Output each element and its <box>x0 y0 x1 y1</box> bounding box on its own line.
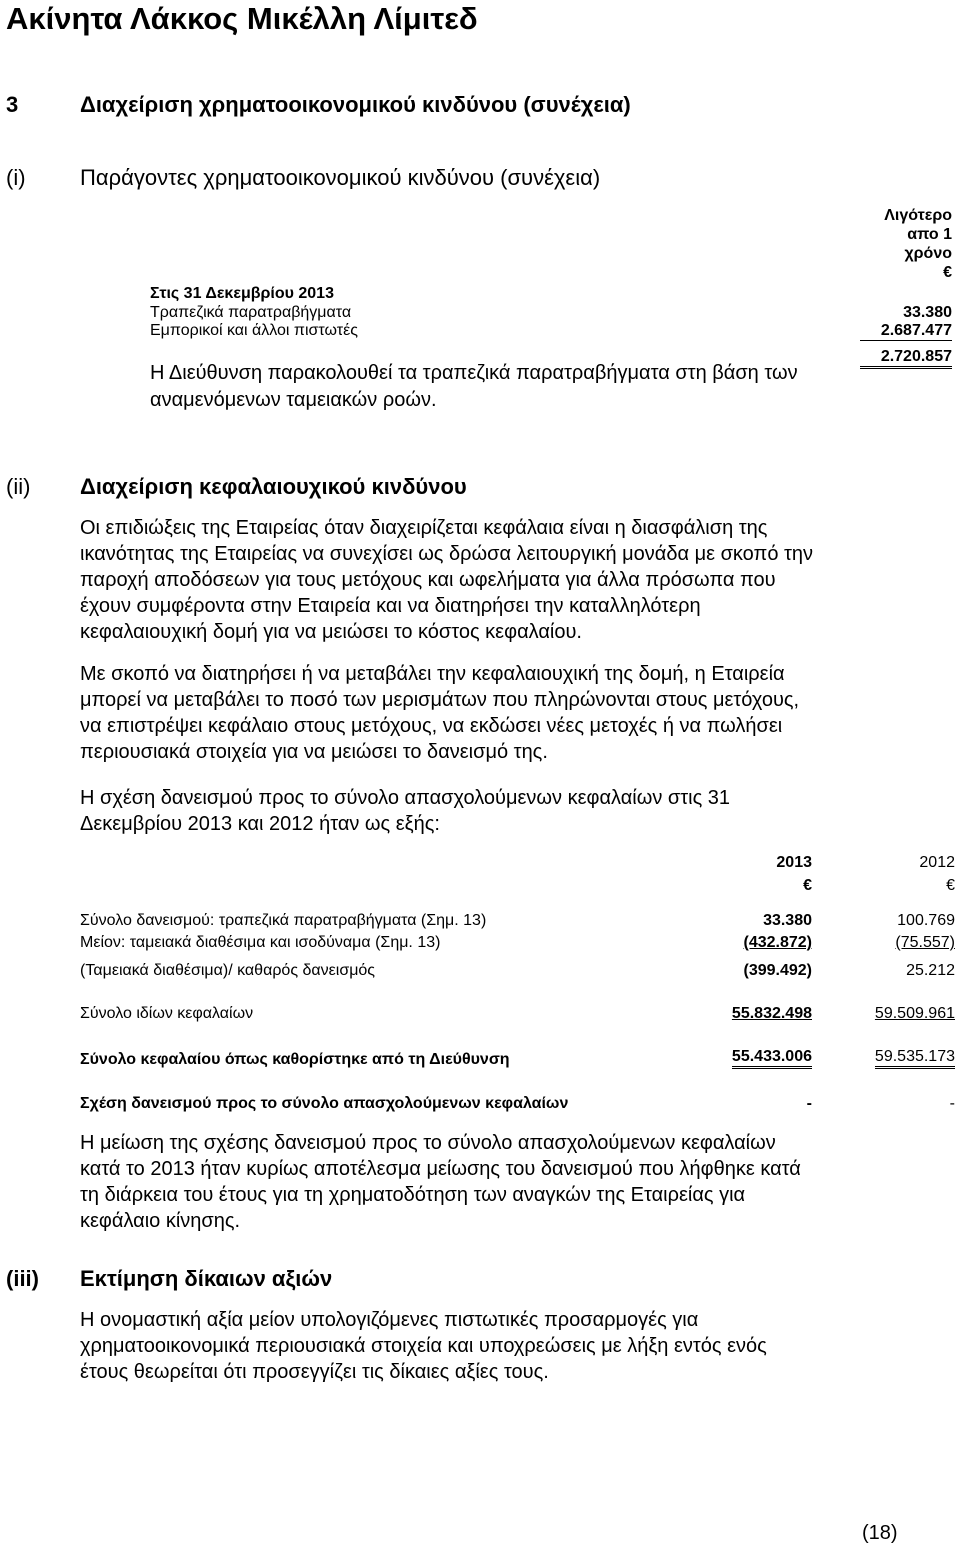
sub-iii-title: Εκτίμηση δίκαιων αξιών <box>80 1266 333 1291</box>
para4-line: Η μείωση της σχέσης δανεισμού προς το σύνολο απασχολούμενων κεφαλαίων <box>80 1132 776 1154</box>
para3-line: Δεκεμβρίου 2013 και 2012 ήταν ως εξής: <box>80 813 440 835</box>
table-row-label: Σύνολο δανεισμού: τραπεζικά παρατραβήγματα (Σημ. 13) <box>80 912 487 929</box>
currency-2013: € <box>803 877 812 894</box>
table-cell-2012: (75.557) <box>895 934 955 951</box>
para1-line: Οι επιδιώξεις της Εταιρείας όταν διαχειρίζεται κεφάλαια είναι η διασφάλιση της <box>80 517 768 539</box>
table-row-label: Μείον: ταμειακά διαθέσιμα και ισοδύναμα (Σημ. 13) <box>80 934 441 951</box>
section-title: Διαχείριση χρηματοοικονομικού κινδύνου (συνέχεια) <box>80 92 631 117</box>
row-value: 33.380 <box>903 304 952 321</box>
para1-line: ικανότητας της Εταιρείας να συνεχίσει ως δρώσα λειτουργική μονάδα με σκοπό την <box>80 543 814 565</box>
table-cell-2012: 59.535.173 <box>875 1047 955 1069</box>
sub-ii-marker: (ii) <box>6 474 31 499</box>
col-header-line3: χρόνο <box>904 245 952 262</box>
note-line: Η Διεύθυνση παρακολουθεί τα τραπεζικά παρατραβήγματα στη βάση των <box>150 362 798 384</box>
row-label: Εμπορικοί και άλλοι πιστωτές <box>150 322 358 339</box>
sub-ii-title: Διαχείριση κεφαλαιουχικού κινδύνου <box>80 474 467 499</box>
table-cell-2012: 59.509.961 <box>874 1005 955 1022</box>
table-cell-2012: - <box>949 1095 955 1112</box>
table-cell-2013: - <box>806 1095 812 1112</box>
para2-line: Με σκοπό να διατηρήσει ή να μεταβάλει την κεφαλαιουχική της δομή, η Εταιρεία <box>80 663 785 685</box>
para-iii-line: έτους θεωρείται ότι προσεγγίζει τις δίκαιες αξίες τους. <box>80 1361 549 1383</box>
sub-i-title: Παράγοντες χρηματοοικονομικού κινδύνου (συνέχεια) <box>80 165 601 190</box>
para4-line: κεφάλαιο κίνησης. <box>80 1210 241 1232</box>
para1-line: κεφαλαιουχική δομή για να μειώσει το κόστος κεφαλαίου. <box>80 621 582 643</box>
para4-line: τη διάρκεια του έτους για τη χρηματοδότηση των αναγκών της Εταιρείας για <box>80 1184 746 1206</box>
note-line: αναμενόμενων ταμειακών ροών. <box>150 389 437 411</box>
table-cell-2012: 100.769 <box>897 912 955 929</box>
sub-i-marker: (i) <box>6 165 26 190</box>
page-number: (18) <box>862 1522 898 1544</box>
table-row-label: Σύνολο ιδίων κεφαλαίων <box>80 1005 254 1022</box>
date-label: Στις 31 Δεκεμβρίου 2013 <box>150 285 334 302</box>
para-iii-line: Η ονομαστική αξία μείον υπολογιζόμενες πιστωτικές προσαρμογές για <box>80 1309 699 1331</box>
para3-line: Η σχέση δανεισμού προς το σύνολο απασχολούμενων κεφαλαίων στις 31 <box>80 787 731 809</box>
table-cell-2013: (432.872) <box>743 934 812 951</box>
para1-line: παροχή αποδόσεων για τους μετόχους και ωφελήματα για άλλα πρόσωπα που <box>80 569 776 591</box>
col-header-line1: Λιγότερο <box>884 207 952 224</box>
table-cell-2013: 55.433.006 <box>732 1047 812 1069</box>
col-header-currency: € <box>943 264 952 281</box>
table-row-label: (Ταμειακά διαθέσιμα)/ καθαρός δανεισμός <box>80 962 376 979</box>
document-title: Ακίνητα Λάκκος Μικέλλη Λίμιτεδ <box>6 1 478 36</box>
row-value: 2.687.477 <box>860 321 952 341</box>
para4-line: κατά το 2013 ήταν κυρίως αποτέλεσμα μείωσης του δανεισμού που λήφθηκε κατά <box>80 1158 801 1180</box>
col-header-line2: απο 1 <box>907 226 952 243</box>
para1-line: έχουν συμφέροντα στην Εταιρεία και να διατηρήσει την καταλληλότερη <box>80 595 701 617</box>
row-label: Τραπεζικά παρατραβήγματα <box>150 304 352 321</box>
year-2012: 2012 <box>919 854 955 871</box>
table-cell-2012: 25.212 <box>906 962 955 979</box>
table-cell-2013: (399.492) <box>743 962 812 979</box>
para-iii-line: χρηματοοικονομικά περιουσιακά στοιχεία και υποχρεώσεις με λήξη εντός ενός <box>80 1335 767 1357</box>
section-number: 3 <box>6 92 19 117</box>
currency-2012: € <box>946 877 955 894</box>
total-value: 2.720.857 <box>860 347 952 369</box>
para2-line: περιουσιακά στοιχεία για να μειώσει το δανεισμό της. <box>80 741 548 763</box>
year-2013: 2013 <box>776 854 812 871</box>
table-row-label: Σύνολο κεφαλαίου όπως καθορίστηκε από τη Διεύθυνση <box>80 1051 510 1068</box>
sub-iii-marker: (iii) <box>6 1266 39 1291</box>
table-row-label: Σχέση δανεισμού προς το σύνολο απασχολούμενων κεφαλαίων <box>80 1095 569 1112</box>
para2-line: μπορεί να μεταβάλει το ποσό των μερισμάτων που πληρώνονται στους μετόχους, <box>80 689 800 711</box>
table-cell-2013: 55.832.498 <box>731 1005 812 1022</box>
para2-line: να επιστρέψει κεφάλαιο στους μετόχους, να εκδώσει νέες μετοχές ή να πωλήσει <box>80 715 783 737</box>
table-cell-2013: 33.380 <box>763 912 812 929</box>
